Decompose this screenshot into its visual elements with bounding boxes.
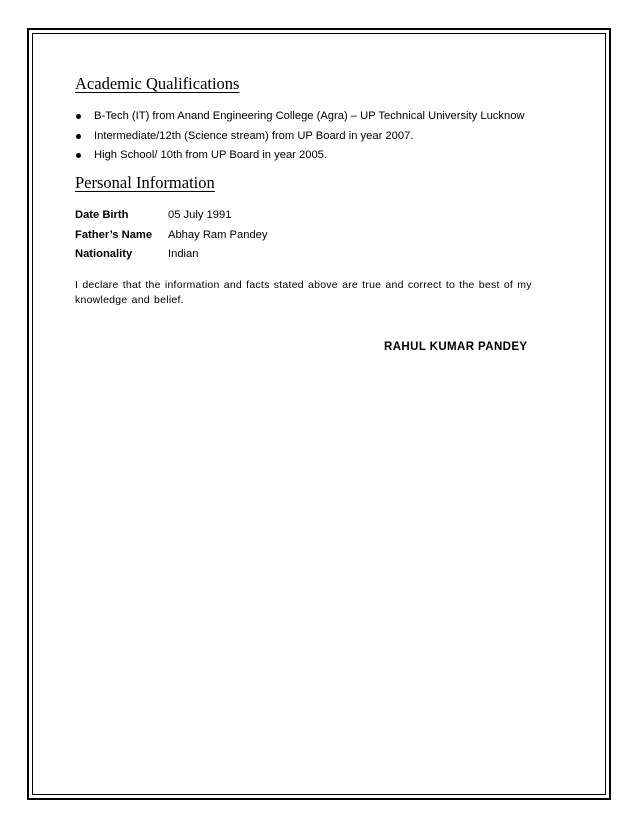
signature-name: RAHUL KUMAR PANDEY (384, 341, 528, 353)
personal-information-heading: Personal Information (75, 173, 215, 192)
declaration-text: I declare that the information and facts stated above are true and correct to the best of my knowledge and belief. (75, 279, 532, 306)
qualification-text: Intermediate/12th (Science stream) from UP Board in year 2007. (94, 129, 414, 142)
personal-information-table (75, 209, 268, 268)
info-value: Abhay Ram Pandey (168, 228, 268, 241)
info-row-nationality (75, 248, 268, 268)
list-item (75, 130, 525, 150)
info-label: Date Birth (75, 209, 129, 221)
list-item (75, 149, 525, 169)
bullet-icon (76, 153, 81, 158)
info-row-fathers-name (75, 229, 268, 249)
academic-qualifications-heading: Academic Qualifications (75, 74, 240, 93)
bullet-icon (76, 114, 81, 119)
list-item (75, 110, 525, 130)
info-label: Nationality (75, 248, 133, 260)
bullet-icon (76, 134, 81, 139)
info-row-date-birth (75, 209, 268, 229)
info-value: Indian (168, 248, 199, 260)
academic-qualifications-list (75, 110, 525, 169)
info-value: 05 July 1991 (168, 209, 232, 221)
info-label: Father’s Name (75, 228, 153, 241)
qualification-text: B-Tech (IT) from Anand Engineering College (Agra) – UP Technical University Lucknow (94, 110, 525, 122)
qualification-text: High School/ 10th from UP Board in year 2005. (94, 149, 327, 161)
